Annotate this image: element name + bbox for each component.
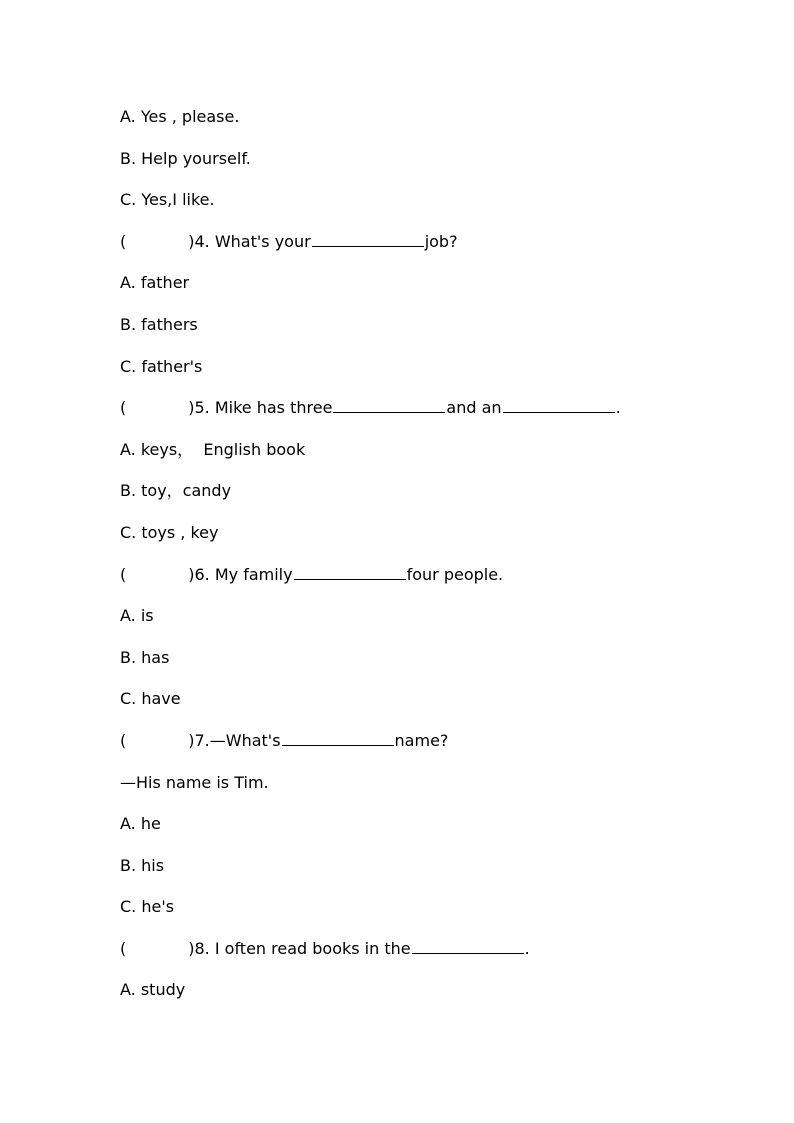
option-text: A. father — [120, 273, 190, 293]
option-text: B. his — [120, 855, 165, 875]
question-text: )4. What's your — [188, 231, 311, 251]
option-line — [120, 686, 720, 728]
option-line — [120, 270, 720, 312]
option-line — [120, 187, 720, 229]
question-text: )6. My family — [188, 564, 293, 584]
answer-paren-open: ( — [120, 564, 127, 584]
option-text: A. is — [120, 606, 154, 626]
option-line — [120, 478, 720, 520]
question-text: )8. I often read books in the — [188, 938, 411, 958]
option-text: B. has — [120, 647, 170, 667]
option-text: A. he — [120, 814, 161, 834]
option-text: C. father's — [120, 356, 203, 376]
option-text: A. keys， English book — [120, 439, 306, 459]
option-text: A. study — [120, 980, 186, 1000]
option-text: C. Yes,I like. — [120, 190, 215, 210]
question-7 — [120, 728, 720, 770]
option-line — [120, 520, 720, 562]
option-line — [120, 603, 720, 645]
question-text-end: job? — [424, 231, 458, 251]
answer-paren-open: ( — [120, 398, 127, 418]
option-line — [120, 437, 720, 479]
fill-blank[interactable] — [282, 729, 394, 746]
option-text: B. fathers — [120, 314, 198, 334]
option-line — [120, 312, 720, 354]
fill-blank[interactable] — [503, 396, 615, 413]
answer-paren-open: ( — [120, 938, 127, 958]
question-list — [120, 104, 720, 1019]
fill-blank[interactable] — [312, 230, 424, 247]
option-line — [120, 977, 720, 1019]
option-line — [120, 853, 720, 895]
question-text: )5. Mike has three — [188, 398, 333, 418]
answer-paren-open: ( — [120, 231, 127, 251]
fill-blank[interactable] — [294, 563, 406, 580]
option-line — [120, 645, 720, 687]
question-text-mid: and an — [446, 398, 502, 418]
question-text-end: . — [524, 938, 530, 958]
question-5 — [120, 395, 720, 437]
question-text-end: four people. — [406, 564, 504, 584]
option-line — [120, 894, 720, 936]
option-line — [120, 811, 720, 853]
question-text-end: name? — [394, 730, 449, 750]
option-text: C. he's — [120, 897, 175, 917]
option-line — [120, 146, 720, 188]
option-line — [120, 104, 720, 146]
fill-blank[interactable] — [412, 937, 524, 954]
question-4 — [120, 229, 720, 271]
dialog-line — [120, 770, 720, 812]
question-6 — [120, 562, 720, 604]
option-text: B. toy，candy — [120, 481, 232, 501]
question-text: )7.—What's — [188, 730, 281, 750]
option-text: A. Yes , please. — [120, 107, 240, 126]
question-8 — [120, 936, 720, 978]
dialog-text: —His name is Tim. — [120, 772, 269, 792]
answer-paren-open: ( — [120, 730, 127, 750]
option-text: B. Help yourself. — [120, 148, 251, 168]
question-text-end: . — [615, 398, 621, 418]
fill-blank[interactable] — [333, 396, 445, 413]
option-text: C. toys , key — [120, 522, 219, 542]
option-text: C. have — [120, 689, 181, 709]
option-line — [120, 354, 720, 396]
